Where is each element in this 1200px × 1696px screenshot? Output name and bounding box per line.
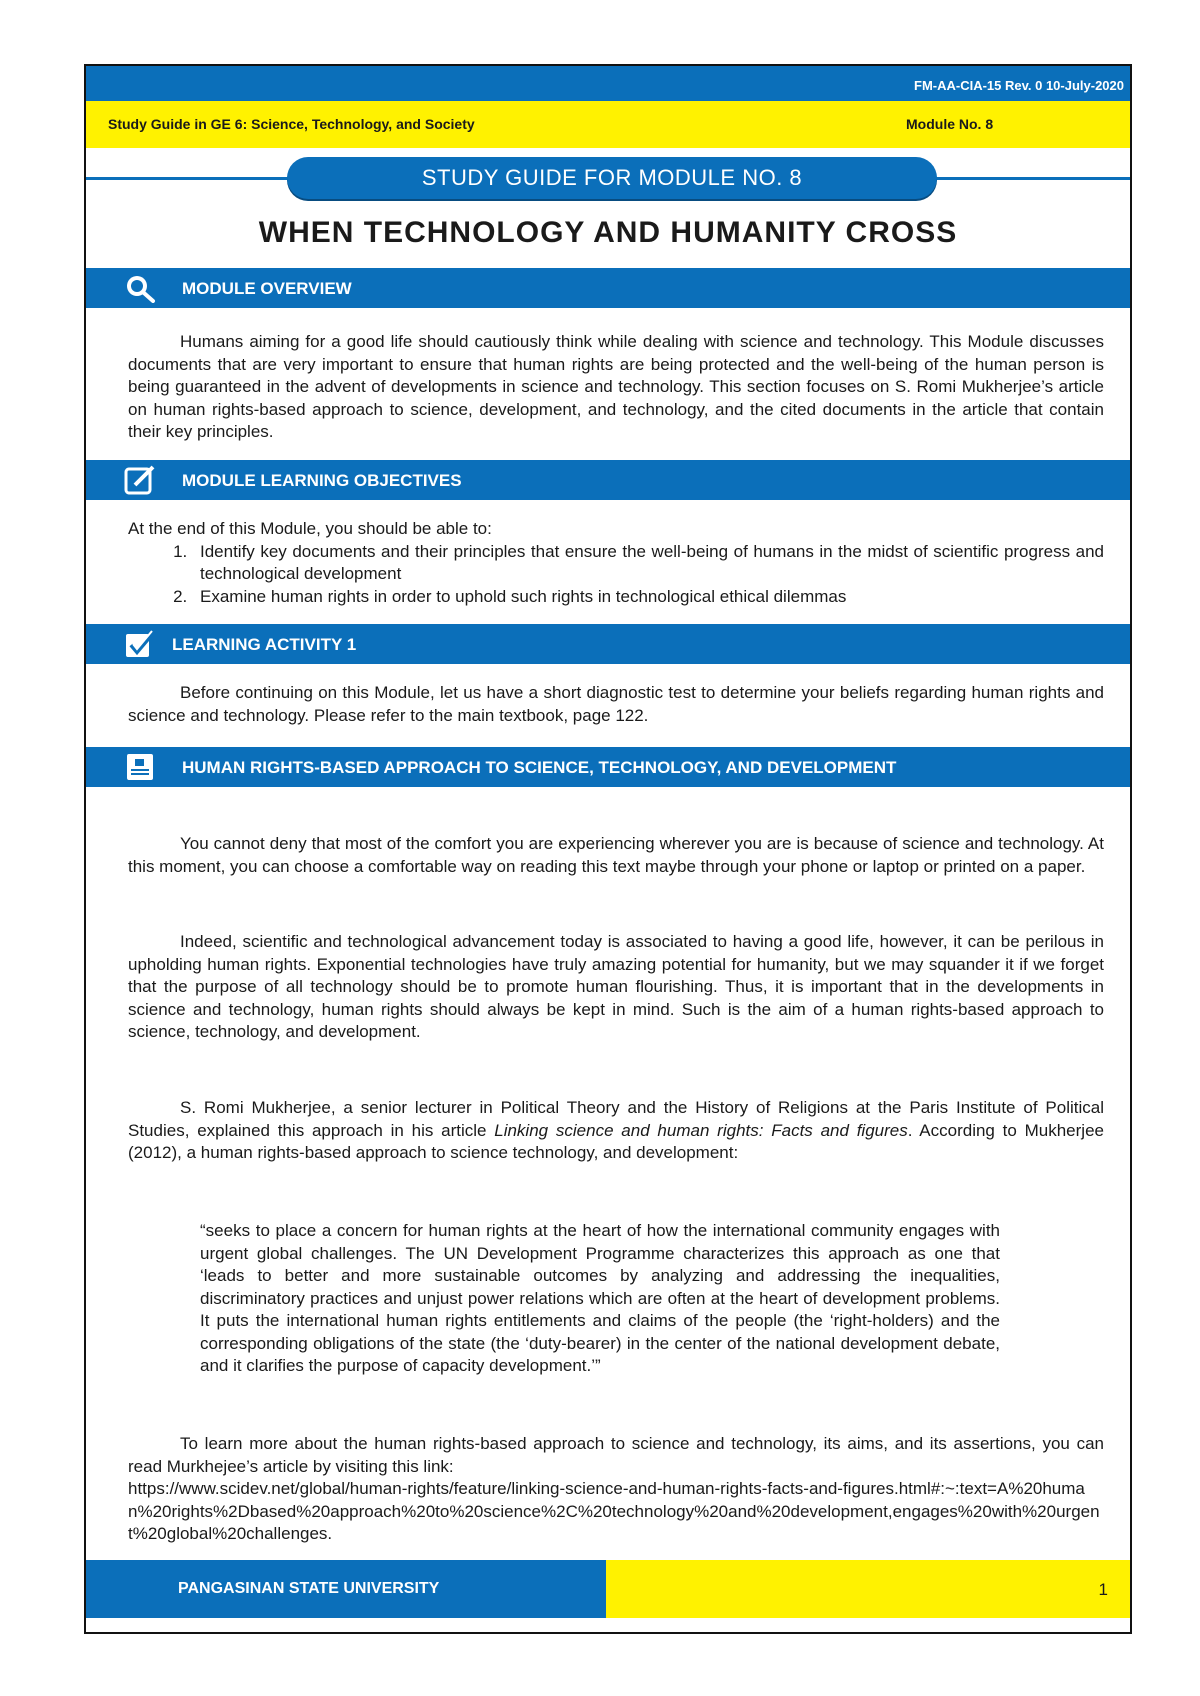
objectives-list [128,541,1104,609]
header-sub-bar [86,101,1130,148]
page-number: 1 [1098,1580,1108,1599]
approach-p2 [128,931,1104,1044]
section-header-activity [86,624,1130,664]
objectives-block [128,518,1104,608]
overview-paragraph: Humans aiming for a good life should cautiously think while dealing with science and technology. This Module discusses documents that are very important to ensure that human rights are being protected and the well-being of the human person is being guaranteed in the advent of developments in science and technology. This section focuses on S. Romi Mukherjee’s article on human rights-based approach to science, development, and technology, and the cited documents in the article that contain their key principles. [128,332,1104,441]
banner-line-left [86,177,290,180]
section-header-objectives [86,460,1130,500]
approach-p1 [128,833,1104,878]
objective-item: 2. Examine human rights in order to uphold such rights in technological ethical dilemmas [192,586,1104,609]
page-title: WHEN TECHNOLOGY AND HUMANITY CROSS [258,216,958,249]
study-guide-banner: STUDY GUIDE FOR MODULE NO. 8 [287,157,937,199]
section-label: HUMAN RIGHTS-BASED APPROACH TO SCIENCE, TECHNOLOGY, AND DEVELOPMENT [182,758,897,777]
objective-item: 1. Identify key documents and their principles that ensure the well-being of humans in the midst of scientific progress and technological development [192,541,1104,586]
activity-paragraph: Before continuing on this Module, let us have a short diagnostic test to determine your beliefs regarding human rights and science and technology. Please refer to the main textbook, page 122. [128,683,1104,725]
banner-line-right [934,177,1130,180]
checkbox-icon [124,629,156,659]
approach-paragraph: To learn more about the human rights-based approach to science and technology, its aims, and its assertions, you can read Murkhejee’s article by visiting this link: [128,1434,1104,1476]
article-link[interactable]: https://www.scidev.net/global/human-rights/feature/linking-science-and-human-rights-facts-and-figures.html#:~:text=A%20human%20rights%2Dbased%20approach%20to%20science%2C%20technology%20and%20development,engages%20with%20urgent%20global%20challenges. [128,1479,1100,1543]
section-label: MODULE LEARNING OBJECTIVES [182,471,462,490]
activity-text [128,682,1104,727]
footer-university-bar [86,1560,606,1618]
section-header-approach [86,747,1130,787]
module-number: Module No. 8 [906,116,994,132]
approach-paragraph: Indeed, scientific and technological advancement today is associated to having a good life, however, it can be perilous in upholding human rights. Exponential technologies have truly amazing potential for humanity, but we may squander it if we forget that the purpose of all technology should be to promote human flourishing. Thus, it is important that in the developments in science and technology, human rights should always be kept in mind. Such is the aim of a human rights-based approach to science, technology, and development. [128,932,1104,1041]
approach-paragraph: You cannot deny that most of the comfort you are experiencing wherever you are is because of science and technology. At this moment, you can choose a comfortable way on reading this text maybe through your phone or laptop or printed on a paper. [128,834,1104,876]
p3-text-b: . According to Mukherjee (2012), a human rights-based approach to science technology, and development: [128,1120,1104,1162]
approach-p4 [128,1433,1104,1546]
approach-p3 [128,1097,1104,1165]
objectives-intro: At the end of this Module, you should be able to: [128,519,492,538]
overview-text [128,331,1104,444]
section-label: MODULE OVERVIEW [182,279,352,298]
pencil-icon [124,465,156,495]
section-header-overview [86,268,1130,308]
approach-paragraph [128,1097,1104,1165]
magnifier-icon [124,273,156,303]
block-quote [200,1220,1000,1378]
document-icon [124,752,156,782]
section-label: LEARNING ACTIVITY 1 [172,635,357,654]
course-title: Study Guide in GE 6: Science, Technology, and Society [108,116,475,132]
footer-page-bar [606,1560,1130,1618]
article-title: Linking science and human rights: Facts and figures [494,1120,908,1140]
quote-text: “seeks to place a concern for human rights at the heart of how the international community engages with urgent global challenges. The UN Development Programme characterizes this approach as one that ‘leads to better and more sustainable outcomes by analyzing and addressing the inequalities, discriminatory practices and unjust power relations which are often at the heart of development problems. It puts the international human rights entitlements and claims of the people (the ‘right-holders) and the corresponding obligations of the state (the ‘duty-bearer) in the center of the national development debate, and it clarifies the purpose of capacity development.’” [200,1221,1000,1375]
form-code: FM-AA-CIA-15 Rev. 0 10-July-2020 [914,78,1124,93]
p3-text-a: S. Romi Mukherjee, a senior lecturer in Political Theory and the History of Religions at the Paris Institute of Political Studies, explained this approach in his article [128,1098,1104,1140]
university-name: PANGASINAN STATE UNIVERSITY [178,1580,440,1597]
